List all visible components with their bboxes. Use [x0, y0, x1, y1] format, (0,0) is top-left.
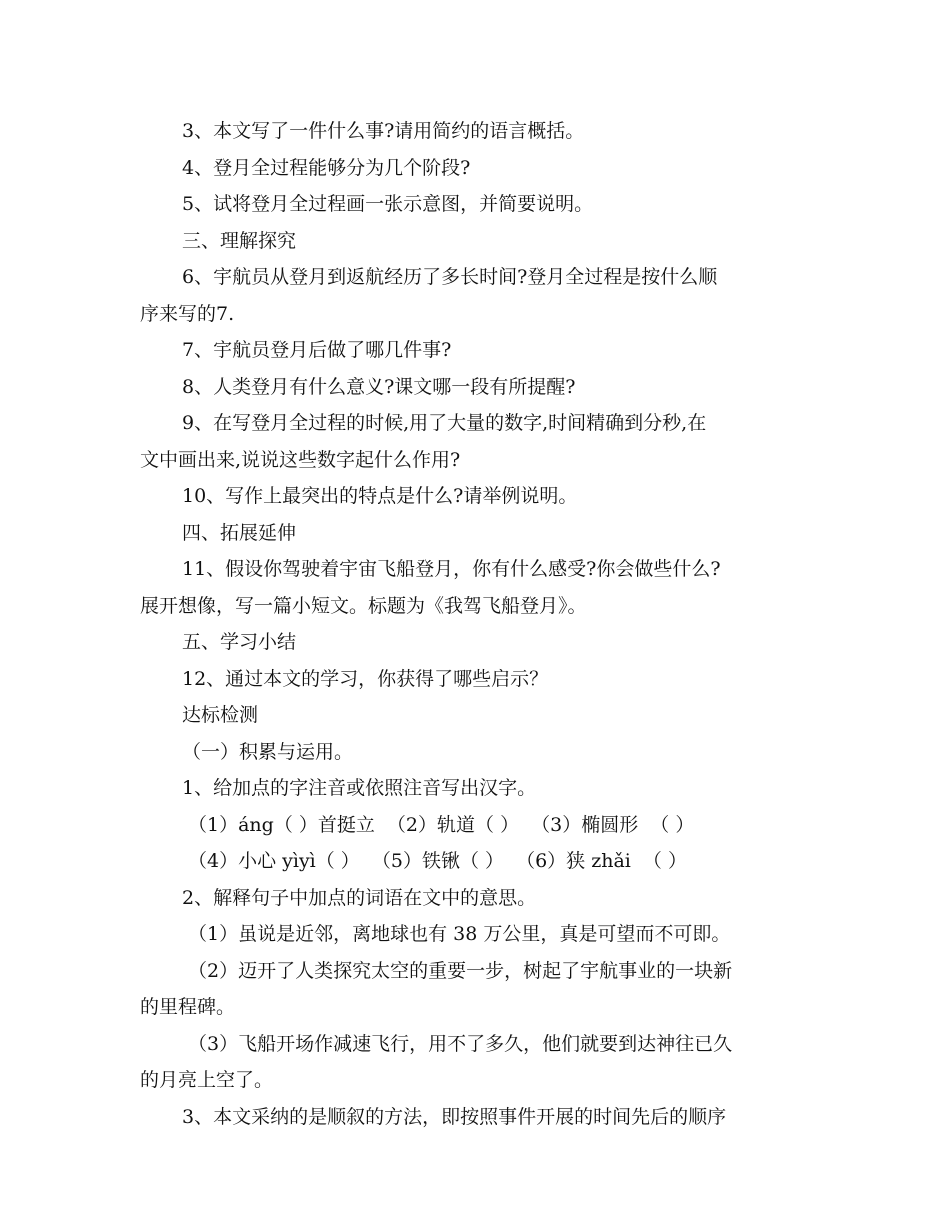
exercise-3: 3、本文采纳的是顺叙的方法，即按照事件开展的时间先后的顺序 [182, 1105, 727, 1128]
question-4: 4、登月全过程能够分为几个阶段? [182, 156, 471, 179]
question-5: 5、试将登月全过程画一张示意图，并简要说明。 [182, 193, 594, 215]
question-8: 8、人类登月有什么意义?课文哪一段有所提醒? [182, 375, 576, 398]
exercise-1-items-row-2: （4）小心 yìyì（ ） （5）铁锹（ ） （6）狭 zhǎi （ ） [188, 850, 687, 872]
subsection-heading-1: （一）积累与运用。 [182, 740, 354, 763]
exercise-2-item-1: （1）虽说是近邻，离地球也有 38 万公里，真是可望而不可即。 [188, 923, 731, 945]
question-10: 10、写作上最突出的特点是什么?请举例说明。 [182, 485, 578, 507]
question-11: 11、假设你驾驶着宇宙飞船登月，你有什么感受?你会做些什么? [182, 558, 721, 580]
question-12: 12、通过本文的学习，你获得了哪些启示？ [182, 667, 549, 690]
section-heading-3: 三、理解探究 [182, 229, 297, 252]
exercise-1: 1、给加点的字注音或依照注音写出汉字。 [182, 777, 537, 799]
question-9: 9、在写登月全过程的时候,用了大量的数字,时间精确到分秒,在 [182, 412, 707, 434]
exercise-2: 2、解释句子中加点的词语在文中的意思。 [182, 886, 537, 909]
question-6-continued: 序来写的7. [140, 302, 235, 325]
exercise-1-items-row-1: （1）áng（ ）首挺立 （2）轨道（ ） （3）椭圆形 （ ） [188, 813, 695, 836]
section-heading-4: 四、拓展延伸 [182, 521, 297, 544]
exercise-2-item-2: （2）迈开了人类探究太空的重要一步，树起了宇航事业的一块新 [188, 959, 733, 982]
question-9-continued: 文中画出来,说说这些数字起什么作用? [140, 448, 461, 471]
question-3: 3、本文写了一件什么事?请用简约的语言概括。 [182, 120, 585, 142]
document-body [140, 113, 812, 1135]
question-11-continued: 展开想像，写一篇小短文。标题为《我驾飞船登月》。 [140, 594, 587, 617]
exercise-2-item-2-continued: 的里程碑。 [140, 996, 236, 1018]
question-7: 7、宇航员登月后做了哪几件事? [182, 339, 452, 361]
assessment-heading: 达标检测 [182, 704, 259, 726]
exercise-2-item-3-continued: 的月亮上空了。 [140, 1069, 274, 1091]
exercise-2-item-3: （3）飞船开场作减速飞行，用不了多久，他们就要到达神往已久 [188, 1032, 733, 1055]
section-heading-5: 五、学习小结 [182, 631, 297, 653]
question-6: 6、宇航员从登月到返航经历了多长时间?登月全过程是按什么顺 [182, 266, 718, 288]
